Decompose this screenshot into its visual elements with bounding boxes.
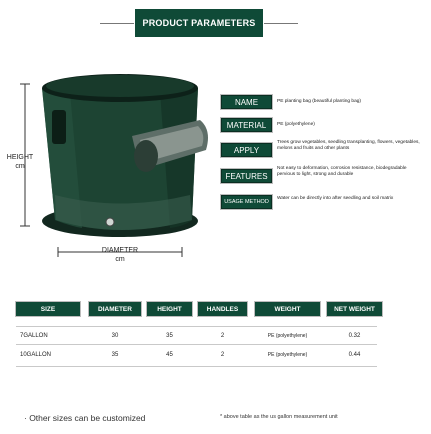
param-value-name: PE planting bag (beautiful planting bag) bbox=[277, 99, 362, 104]
measurement-unit-note: * above table as the us gallon measurement unit bbox=[220, 414, 338, 420]
table-header-diameter: DIAMETER bbox=[89, 302, 141, 316]
diameter-label-text: DIAMETER bbox=[101, 247, 139, 254]
param-key-material: MATERIAL bbox=[221, 118, 272, 132]
height-label-text: HEIGHT bbox=[6, 154, 34, 161]
table-cell-net-weight: 0.32 bbox=[348, 333, 361, 339]
header-rule-left bbox=[100, 23, 134, 24]
table-cell-height: 45 bbox=[166, 352, 173, 358]
table-header-net-weight: NET WEIGHT bbox=[327, 302, 382, 316]
custom-sizes-note: · Other sizes can be customized bbox=[24, 413, 146, 423]
height-label bbox=[4, 153, 36, 171]
table-cell-diameter: 30 bbox=[111, 333, 119, 339]
table-cell-size: 7GALLON bbox=[20, 333, 48, 339]
table-cell-net-weight: 0.44 bbox=[348, 352, 361, 358]
table-divider bbox=[16, 326, 377, 327]
param-key-features: FEATURES bbox=[221, 169, 272, 183]
param-value-features: Not easy to deformation, corrosion resistance, biodegradable pervious to light, strong and durable bbox=[277, 166, 407, 177]
diameter-label bbox=[95, 246, 145, 264]
param-value-usage-method: Water can be directly into after seedling and soil matrix bbox=[277, 196, 394, 201]
table-cell-diameter: 35 bbox=[111, 352, 119, 358]
section-title: PRODUCT PARAMETERS bbox=[135, 9, 263, 37]
table-cell-handles: 2 bbox=[220, 352, 225, 358]
table-cell-handles: 2 bbox=[220, 333, 225, 339]
table-header-weight: WEIGHT bbox=[255, 302, 320, 316]
param-value-material: PE (polyethylene) bbox=[277, 122, 315, 127]
param-value-apply: Trees grow vegetables, seedling transplanting, flowers, vegetables, melons and fruits and other plants bbox=[277, 140, 420, 151]
param-key-name: NAME bbox=[221, 95, 272, 109]
table-divider bbox=[16, 344, 377, 345]
table-header-handles: HANDLES bbox=[198, 302, 247, 316]
height-label-unit: cm bbox=[15, 163, 25, 170]
diameter-label-unit: cm bbox=[115, 256, 125, 263]
table-cell-weight: PE (polyethylene) bbox=[267, 352, 308, 358]
table-divider bbox=[16, 366, 377, 367]
param-key-apply: APPLY bbox=[221, 143, 272, 157]
table-cell-height: 35 bbox=[166, 333, 173, 339]
param-key-usage-method: USAGE METHOD bbox=[221, 195, 272, 209]
table-cell-size: 10GALLON bbox=[20, 352, 52, 358]
header-rule-right bbox=[264, 23, 298, 24]
table-header-height: HEIGHT bbox=[147, 302, 192, 316]
table-cell-weight: PE (polyethylene) bbox=[267, 333, 308, 339]
table-header-size: SIZE bbox=[16, 302, 80, 316]
